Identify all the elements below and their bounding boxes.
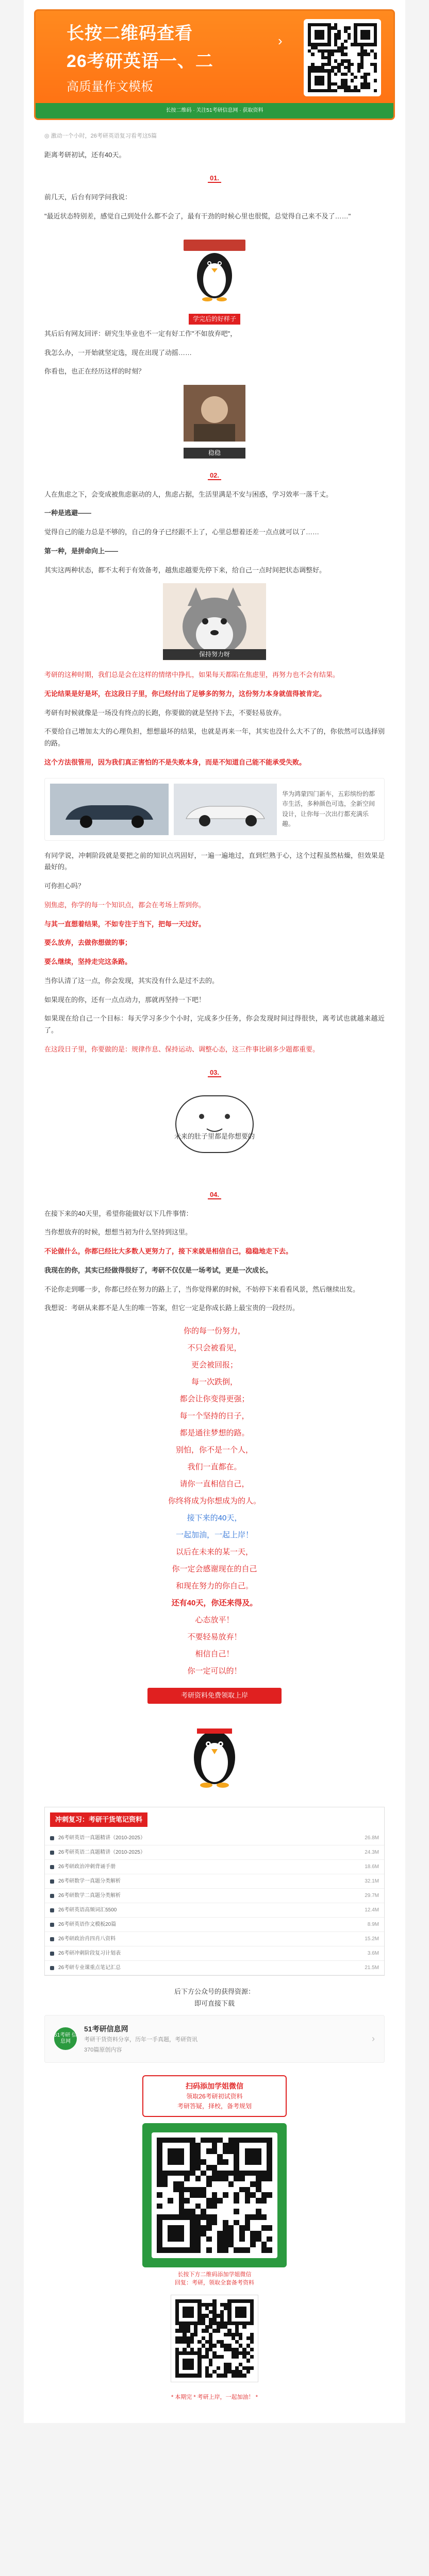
intro-block <box>24 149 405 161</box>
list-item[interactable] <box>45 1860 384 1874</box>
section-1-body <box>24 192 405 459</box>
qr-pattern <box>157 2138 272 2253</box>
article-end-text: * 本期完 * 考研上岸，一起加油！ * <box>171 2394 258 2400</box>
list-item-name: 26考研专业课重点笔记汇总 <box>58 1965 121 1971</box>
paragraph: 你看也，也正在经历这样的时刻？ <box>44 367 145 376</box>
poem-line: 还有40天，你还来得及。 <box>171 1599 258 1607</box>
contact-note-1: 长按下方二维码添加学姐微信 <box>177 2271 252 2278</box>
paragraph: 考研有时候就像是一场没有终点的长跑，你要做的就是坚持下去，不要轻易放弃。 <box>44 708 286 717</box>
account-description: 考研干货资料分享，历年一手真题，考研资讯 <box>84 2037 197 2043</box>
qr-pattern <box>308 23 377 92</box>
poem-line: 和现在努力的你自己。 <box>175 1582 253 1590</box>
contact-note <box>142 2270 287 2287</box>
penguin-icon <box>168 230 261 308</box>
list-item[interactable] <box>45 1918 384 1932</box>
section-number-1 <box>24 173 405 184</box>
cartoon-image <box>166 1086 263 1143</box>
qr-code-icon[interactable] <box>304 19 381 96</box>
poem-line: 一起加油，一起上岸！ <box>175 1531 253 1539</box>
section-3-label: 03. <box>208 1069 221 1077</box>
contact-title: 扫码添加学姐微信 <box>186 2081 243 2090</box>
list-item[interactable] <box>45 1845 384 1860</box>
poem-line: 我们一直都在。 <box>187 1463 242 1471</box>
materials-list-card[interactable] <box>44 1807 385 1976</box>
file-icon <box>50 1937 54 1941</box>
paragraph: 我现在的你，其实已经做得很好了，考研不仅仅是一场考试，更是一次成长。 <box>44 1266 273 1274</box>
follow-text <box>24 1986 405 2010</box>
free-materials-button[interactable]: 考研资料免费领取上岸 <box>147 1688 282 1704</box>
file-icon <box>50 1908 54 1912</box>
contact-header <box>142 2075 287 2117</box>
file-icon <box>50 1952 54 1956</box>
poem-line: 你一定可以的！ <box>187 1667 242 1675</box>
paragraph: 不论你走到哪一步，你都已经在努力的路上了，当你觉得累的时候，不妨停下来看看风景，然后继续出发。 <box>44 1285 360 1293</box>
poem-line: 你的每一份努力， <box>183 1327 245 1335</box>
poem-line: 更会被回报； <box>191 1361 238 1369</box>
file-icon <box>50 1851 54 1855</box>
follow-line-1: 后下方公众号的获得资源： <box>174 1988 255 1996</box>
cartoon-icon <box>166 1086 263 1163</box>
account-card[interactable] <box>44 2015 385 2063</box>
paragraph-red: 考研的这种时期，我们总是会在这样的情绪中挣扎，如果每天都陷在焦虑里，再努力也不会有结果。 <box>44 671 340 679</box>
section-2-body <box>24 489 405 1056</box>
wechat-qr-card[interactable] <box>142 2123 287 2267</box>
car-image-icon <box>174 784 277 835</box>
list-item[interactable] <box>45 1932 384 1946</box>
paragraph: 我怎么办，一开始就坚定选，现在出现了动摇…… <box>44 348 192 357</box>
file-icon <box>50 1865 54 1869</box>
banner-card[interactable] <box>34 9 395 120</box>
account-name: 51考研信息网 <box>84 2024 128 2033</box>
paragraph-red: 无论结果是好是坏，在这段日子里，你已经付出了足够多的努力，这份努力本身就值得被肯定。 <box>44 689 326 698</box>
paragraph: 觉得自己的能力总是不够的，自己的身子已经跟不上了，心里总想着还差一点点就可以了…… <box>44 528 320 536</box>
materials-list <box>45 1831 384 1975</box>
poem-line: 你终将成为你想成为的人。 <box>168 1497 261 1505</box>
paragraph: 如果现在的你，还有一点点动力，那就再坚持一下吧！ <box>44 995 206 1004</box>
ad-text: 华为鸿蒙四门新车，五彩缤纷的都市生活，多种颜色可选，全新空间设计，让你每一次出行都充满乐趣。 <box>282 790 375 827</box>
list-item-name: 26考研英语高频词汇5500 <box>58 1907 117 1913</box>
list-item[interactable] <box>45 1903 384 1918</box>
paragraph: "最近状态特别差，感觉自己到处什么都不会了，最有干劲的时候心里也很慌，总觉得自己来不及了……" <box>44 212 351 220</box>
banner-line-3: 高质量作文模板 <box>67 80 153 94</box>
contact-line-2: 领取26考研初试资料 <box>186 2093 243 2100</box>
image-caption-2: 稳稳 <box>184 448 245 459</box>
contact-panel <box>142 2075 287 2382</box>
poem-line: 以后在未来的某一天， <box>175 1548 253 1556</box>
avatar: 51考研 信息网 <box>54 2027 77 2050</box>
list-item-name: 26考研英语二真题精讲（2010-2025） <box>58 1850 145 1855</box>
account-info <box>84 2023 197 2055</box>
banner-line-2: 26考研英语一、二 <box>67 52 213 71</box>
file-icon <box>50 1879 54 1884</box>
image-caption-1: 学完后的好样子 <box>189 314 240 325</box>
car-image-icon <box>50 784 169 835</box>
image-caption-3: 保持努力呀 <box>163 649 266 660</box>
paragraph: 如果现在给自己一个目标：每天学习多少个小时，完成多少任务，你会发现时间过得很快，离考试也就越来越近了。 <box>44 1014 385 1034</box>
list-item[interactable] <box>45 1831 384 1845</box>
list-item[interactable] <box>45 1961 384 1975</box>
paragraph-red: 要么继续，坚持走完这条路。 <box>44 958 132 965</box>
file-icon <box>50 1966 54 1970</box>
paragraph: 在接下来的40天里，希望你能做好以下几件事情： <box>44 1209 193 1217</box>
poem-line: 每一个坚持的日子， <box>179 1412 250 1420</box>
list-item[interactable] <box>45 1946 384 1961</box>
ad-card[interactable] <box>44 778 385 841</box>
poem-line: 都是通往梦想的路。 <box>179 1429 250 1437</box>
list-item-name: 26考研英语一真题精讲（2010-2025） <box>58 1835 145 1841</box>
paragraph: 其实这两种状态，都不太利于有效备考，越焦虑越要先停下来，给自己一点时间把状态调整好。 <box>44 566 326 574</box>
section-2-label: 02. <box>208 471 221 480</box>
list-item-name: 26考研数学一真题分类解析 <box>58 1878 121 1884</box>
penguin-image-2 <box>173 1713 256 1794</box>
list-item[interactable] <box>45 1889 384 1903</box>
list-item-size: 26.8M <box>365 1835 379 1841</box>
poem-line: 请你一直相信自己， <box>179 1480 250 1488</box>
section-4-label: 04. <box>208 1191 221 1199</box>
section-number-4 <box>24 1189 405 1201</box>
list-item-size: 3.6M <box>367 1951 379 1956</box>
poem-line: 每一次跌倒， <box>191 1378 238 1386</box>
intro-text: 距离考研初试，还有40天。 <box>44 151 126 159</box>
qr-pattern <box>175 2299 254 2378</box>
paragraph: 当你想放弃的时候，想想当初为什么坚持到这里。 <box>44 1228 192 1236</box>
list-item-name: 26考研数学二真题分类解析 <box>58 1893 121 1899</box>
list-item-size: 12.4M <box>365 1907 379 1913</box>
photo-image-1 <box>184 385 245 459</box>
paragraph: 第一种，是拼命向上—— <box>44 547 119 555</box>
account-subtitle: 370篇原创内容 <box>84 2046 122 2053</box>
paragraph: 前几天，后台有同学问我说： <box>44 193 132 201</box>
image-caption-4: 未来的肚子里都是你想要的 <box>174 1132 255 1140</box>
paragraph: 有同学说，冲刺阶段就是要把之前的知识点巩固好，一遍一遍地过，直到烂熟于心，这个过程虽然枯燥，但效果是最好的。 <box>44 851 385 871</box>
section-number-2 <box>24 470 405 482</box>
poem-line: 不要轻易放弃！ <box>187 1633 242 1641</box>
qr-code-icon[interactable] <box>171 2295 258 2382</box>
file-icon <box>50 1923 54 1927</box>
section-number-3 <box>24 1067 405 1079</box>
follow-line-2: 即可直接下载 <box>194 1999 235 2007</box>
penguin-icon <box>173 1713 256 1790</box>
paragraph-red: 这个方法很管用，因为我们真正害怕的不是失败本身，而是不知道自己能不能承受失败。 <box>44 758 306 766</box>
paragraph: 人在焦虑之下，会变成被焦虑驱动的人，焦虑占据，生活里满是不安与困惑，学习效率一落千丈。 <box>44 490 333 498</box>
poem-line: 别怕，你不是一个人， <box>175 1446 253 1454</box>
poem-line: 不只会被看见， <box>187 1344 242 1352</box>
paragraph: 我想说：考研从来都不是人生的唯一答案，但它一定是你成长路上最宝贵的一段经历。 <box>44 1304 300 1312</box>
article-body <box>24 126 405 2423</box>
paragraph-red: 别焦虑，你学的每一个知识点，都会在考场上帮到你。 <box>44 901 206 909</box>
paragraph-red: 不论做什么，你都已经比大多数人更努力了，接下来就是相信自己，稳稳地走下去。 <box>44 1247 293 1255</box>
paragraph: 一种是逃避—— <box>44 509 92 517</box>
section-4-body <box>24 1208 405 1794</box>
paragraph: 其后后有网友回评：研究生毕业也不一定有好工作"不如放弃吧"， <box>44 329 237 337</box>
paragraph: 当你认清了这一点，你会发现，其实没有什么是过不去的。 <box>44 976 219 985</box>
section-1-label: 01. <box>208 174 221 183</box>
poem-line: 接下来的40天， <box>187 1514 242 1522</box>
paragraph-red: 在这段日子里，你要做的是：规律作息、保持运动、调整心态，这三件事比刷多少题都重要。 <box>44 1045 320 1053</box>
chevron-right-icon[interactable]: › <box>372 2033 375 2044</box>
list-item-name: 26考研英语作文模板20篇 <box>58 1922 117 1927</box>
file-icon <box>50 1894 54 1898</box>
banner-line-1: 长按二维码查看 <box>67 24 193 43</box>
penguin-image-1 <box>168 230 261 325</box>
file-icon <box>50 1836 54 1840</box>
poem-line: 心态放平！ <box>195 1616 234 1624</box>
poem-line: 你一定会感谢现在的自己 <box>172 1565 257 1573</box>
photo-icon <box>184 385 245 442</box>
list-item-size: 15.2M <box>365 1936 379 1942</box>
contact-note-2: 回复：考研，领取全套备考资料 <box>175 2280 254 2286</box>
section-3-body <box>24 1086 405 1178</box>
poem-line: 相信自己！ <box>195 1650 234 1658</box>
paragraph: 不要给自己增加太大的心理负担，想想最坏的结果，也就是再来一年，其实也没什么大不了的，你依然可以选择别的路。 <box>44 727 385 747</box>
list-item-size: 21.5M <box>365 1965 379 1971</box>
list-item-name: 26考研政治冲刺背诵手册 <box>58 1864 116 1870</box>
paragraph: 可你担心吗？ <box>44 882 85 890</box>
poem-block <box>44 1323 385 1680</box>
chevron-right-icon: › <box>278 33 283 48</box>
list-item-size: 32.1M <box>365 1878 379 1884</box>
list-item-size: 29.7M <box>365 1893 379 1899</box>
article-meta: ◎ 激动一个小时，26考研英语复习看考这5篇 <box>44 133 157 139</box>
list-item-size: 18.6M <box>365 1864 379 1870</box>
contact-line-3: 考研答疑，择校，备考规划 <box>177 2103 252 2110</box>
dog-image <box>163 583 266 660</box>
qr-code-icon <box>152 2132 277 2258</box>
list-item-name: 26考研政治肖四肖八资料 <box>58 1936 116 1942</box>
top-banner[interactable] <box>24 0 405 126</box>
banner-footer: 长按二维码 · 关注51考研信息网 · 获取资料 <box>36 103 393 118</box>
list-item-name: 26考研冲刺阶段复习计划表 <box>58 1951 121 1956</box>
list-item-size: 8.9M <box>367 1922 379 1927</box>
materials-list-title: 冲刺复习：考研干货笔记资料 <box>50 1812 147 1827</box>
poem-line: 都会让你变得更强； <box>179 1395 250 1403</box>
list-item-size: 24.3M <box>365 1850 379 1855</box>
paragraph-red: 与其一直想着结果，不如专注于当下，把每一天过好。 <box>44 920 206 928</box>
paragraph-red: 要么放弃，去做你想做的事； <box>44 939 132 947</box>
list-item[interactable] <box>45 1874 384 1889</box>
